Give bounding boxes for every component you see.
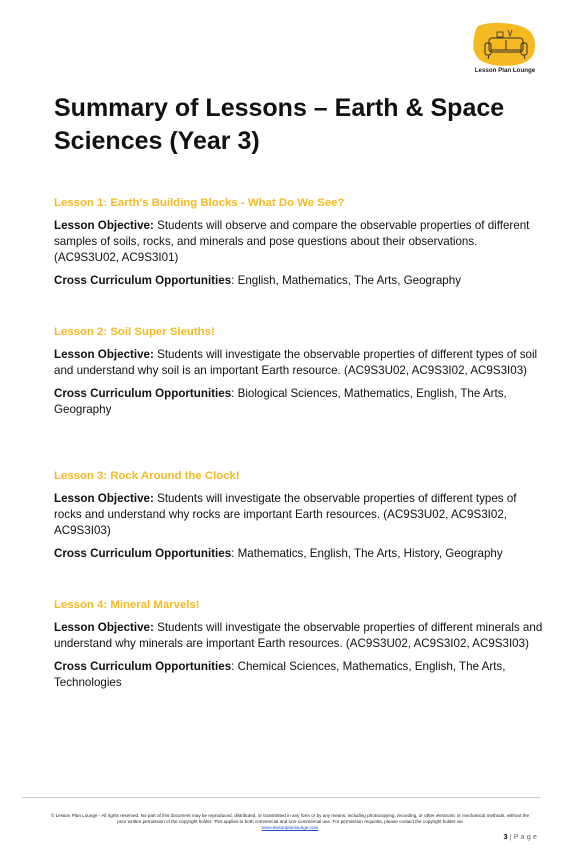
lesson-plan-lounge-logo bbox=[472, 22, 538, 78]
lesson-section bbox=[54, 196, 544, 296]
cross-text: : Chemical Sciences, Mathematics, English, The Arts, Technologies bbox=[54, 660, 506, 689]
lesson-section bbox=[54, 469, 544, 569]
objective-text: Students will observe and compare the observable properties of different samples of soils, rocks, and minerals and pose questions about their observations. (AC9S3U02, AC9S3I01) bbox=[54, 219, 530, 264]
objective-label: Lesson Objective: bbox=[54, 492, 154, 505]
objective-text: Students will investigate the observable properties of different minerals and understand why minerals are important Earth resources. (AC9S3U02, AC9S3I02, AC9S3I03) bbox=[54, 621, 543, 650]
cross-label: Cross Curriculum Opportunities bbox=[54, 387, 232, 400]
objective-label: Lesson Objective: bbox=[54, 219, 154, 232]
copyright-text: © Lesson Plan Lounge - All rights reserved. No part of this document may be reproduced, distributed, or transmitted in any form or by any means, including photocopying, recording, or other electronic or mechanical methods, without the prior written permission of the copyright holder. This applies to both commercial and non-commercial use. For permission requests, please contact the copyright holder via bbox=[50, 813, 530, 824]
lesson-title: Lesson 2: Soil Super Sleuths! bbox=[54, 326, 215, 338]
lesson-title: Lesson 1: Earth's Building Blocks - What Do We See? bbox=[54, 197, 345, 209]
page-separator: | bbox=[507, 832, 514, 841]
cross-curriculum bbox=[54, 386, 544, 418]
lesson-objective bbox=[54, 347, 544, 379]
lesson-objective bbox=[54, 620, 544, 652]
logo-text: Lesson Plan Lounge bbox=[474, 67, 536, 74]
cross-label: Cross Curriculum Opportunities bbox=[54, 547, 232, 560]
objective-text: Students will investigate the observable properties of different types of rocks and understand why rocks are important Earth resources. (AC9S3U02, AC9S3I02, AC9S3I03) bbox=[54, 492, 517, 537]
lesson-objective bbox=[54, 218, 544, 266]
cross-text: : Biological Sciences, Mathematics, English, The Arts, Geography bbox=[54, 387, 507, 416]
sofa-icon bbox=[472, 22, 538, 68]
page-title: Summary of Lessons – Earth & Space Sciences (Year 3) bbox=[54, 94, 505, 155]
lesson-title: Lesson 4: Mineral Marvels! bbox=[54, 599, 200, 611]
objective-label: Lesson Objective: bbox=[54, 621, 154, 634]
website-link[interactable]: www.lessonplanlounge.com bbox=[261, 825, 319, 830]
page-number-value: 3 bbox=[503, 832, 508, 841]
cross-curriculum bbox=[54, 659, 544, 691]
objective-label: Lesson Objective: bbox=[54, 348, 154, 361]
cross-label: Cross Curriculum Opportunities bbox=[54, 660, 232, 673]
cross-text: : Mathematics, English, The Arts, History, Geography bbox=[231, 547, 503, 560]
lesson-section bbox=[54, 325, 544, 425]
objective-text: Students will investigate the observable properties of different types of soil and understand why soil is an important Earth resource. (AC9S3U02, AC9S3I02, AC9S3I03) bbox=[54, 348, 538, 377]
lesson-title: Lesson 3: Rock Around the Clock! bbox=[54, 470, 240, 482]
footer-copyright bbox=[50, 813, 530, 831]
lesson-objective bbox=[54, 491, 544, 539]
footer-divider bbox=[22, 797, 540, 798]
cross-curriculum bbox=[54, 546, 544, 562]
cross-label: Cross Curriculum Opportunities bbox=[54, 274, 232, 287]
lesson-section bbox=[54, 598, 544, 698]
page-number bbox=[504, 832, 537, 841]
page-word: P a g e bbox=[513, 832, 537, 841]
cross-curriculum bbox=[54, 273, 544, 289]
cross-text: : English, Mathematics, The Arts, Geography bbox=[231, 274, 461, 287]
